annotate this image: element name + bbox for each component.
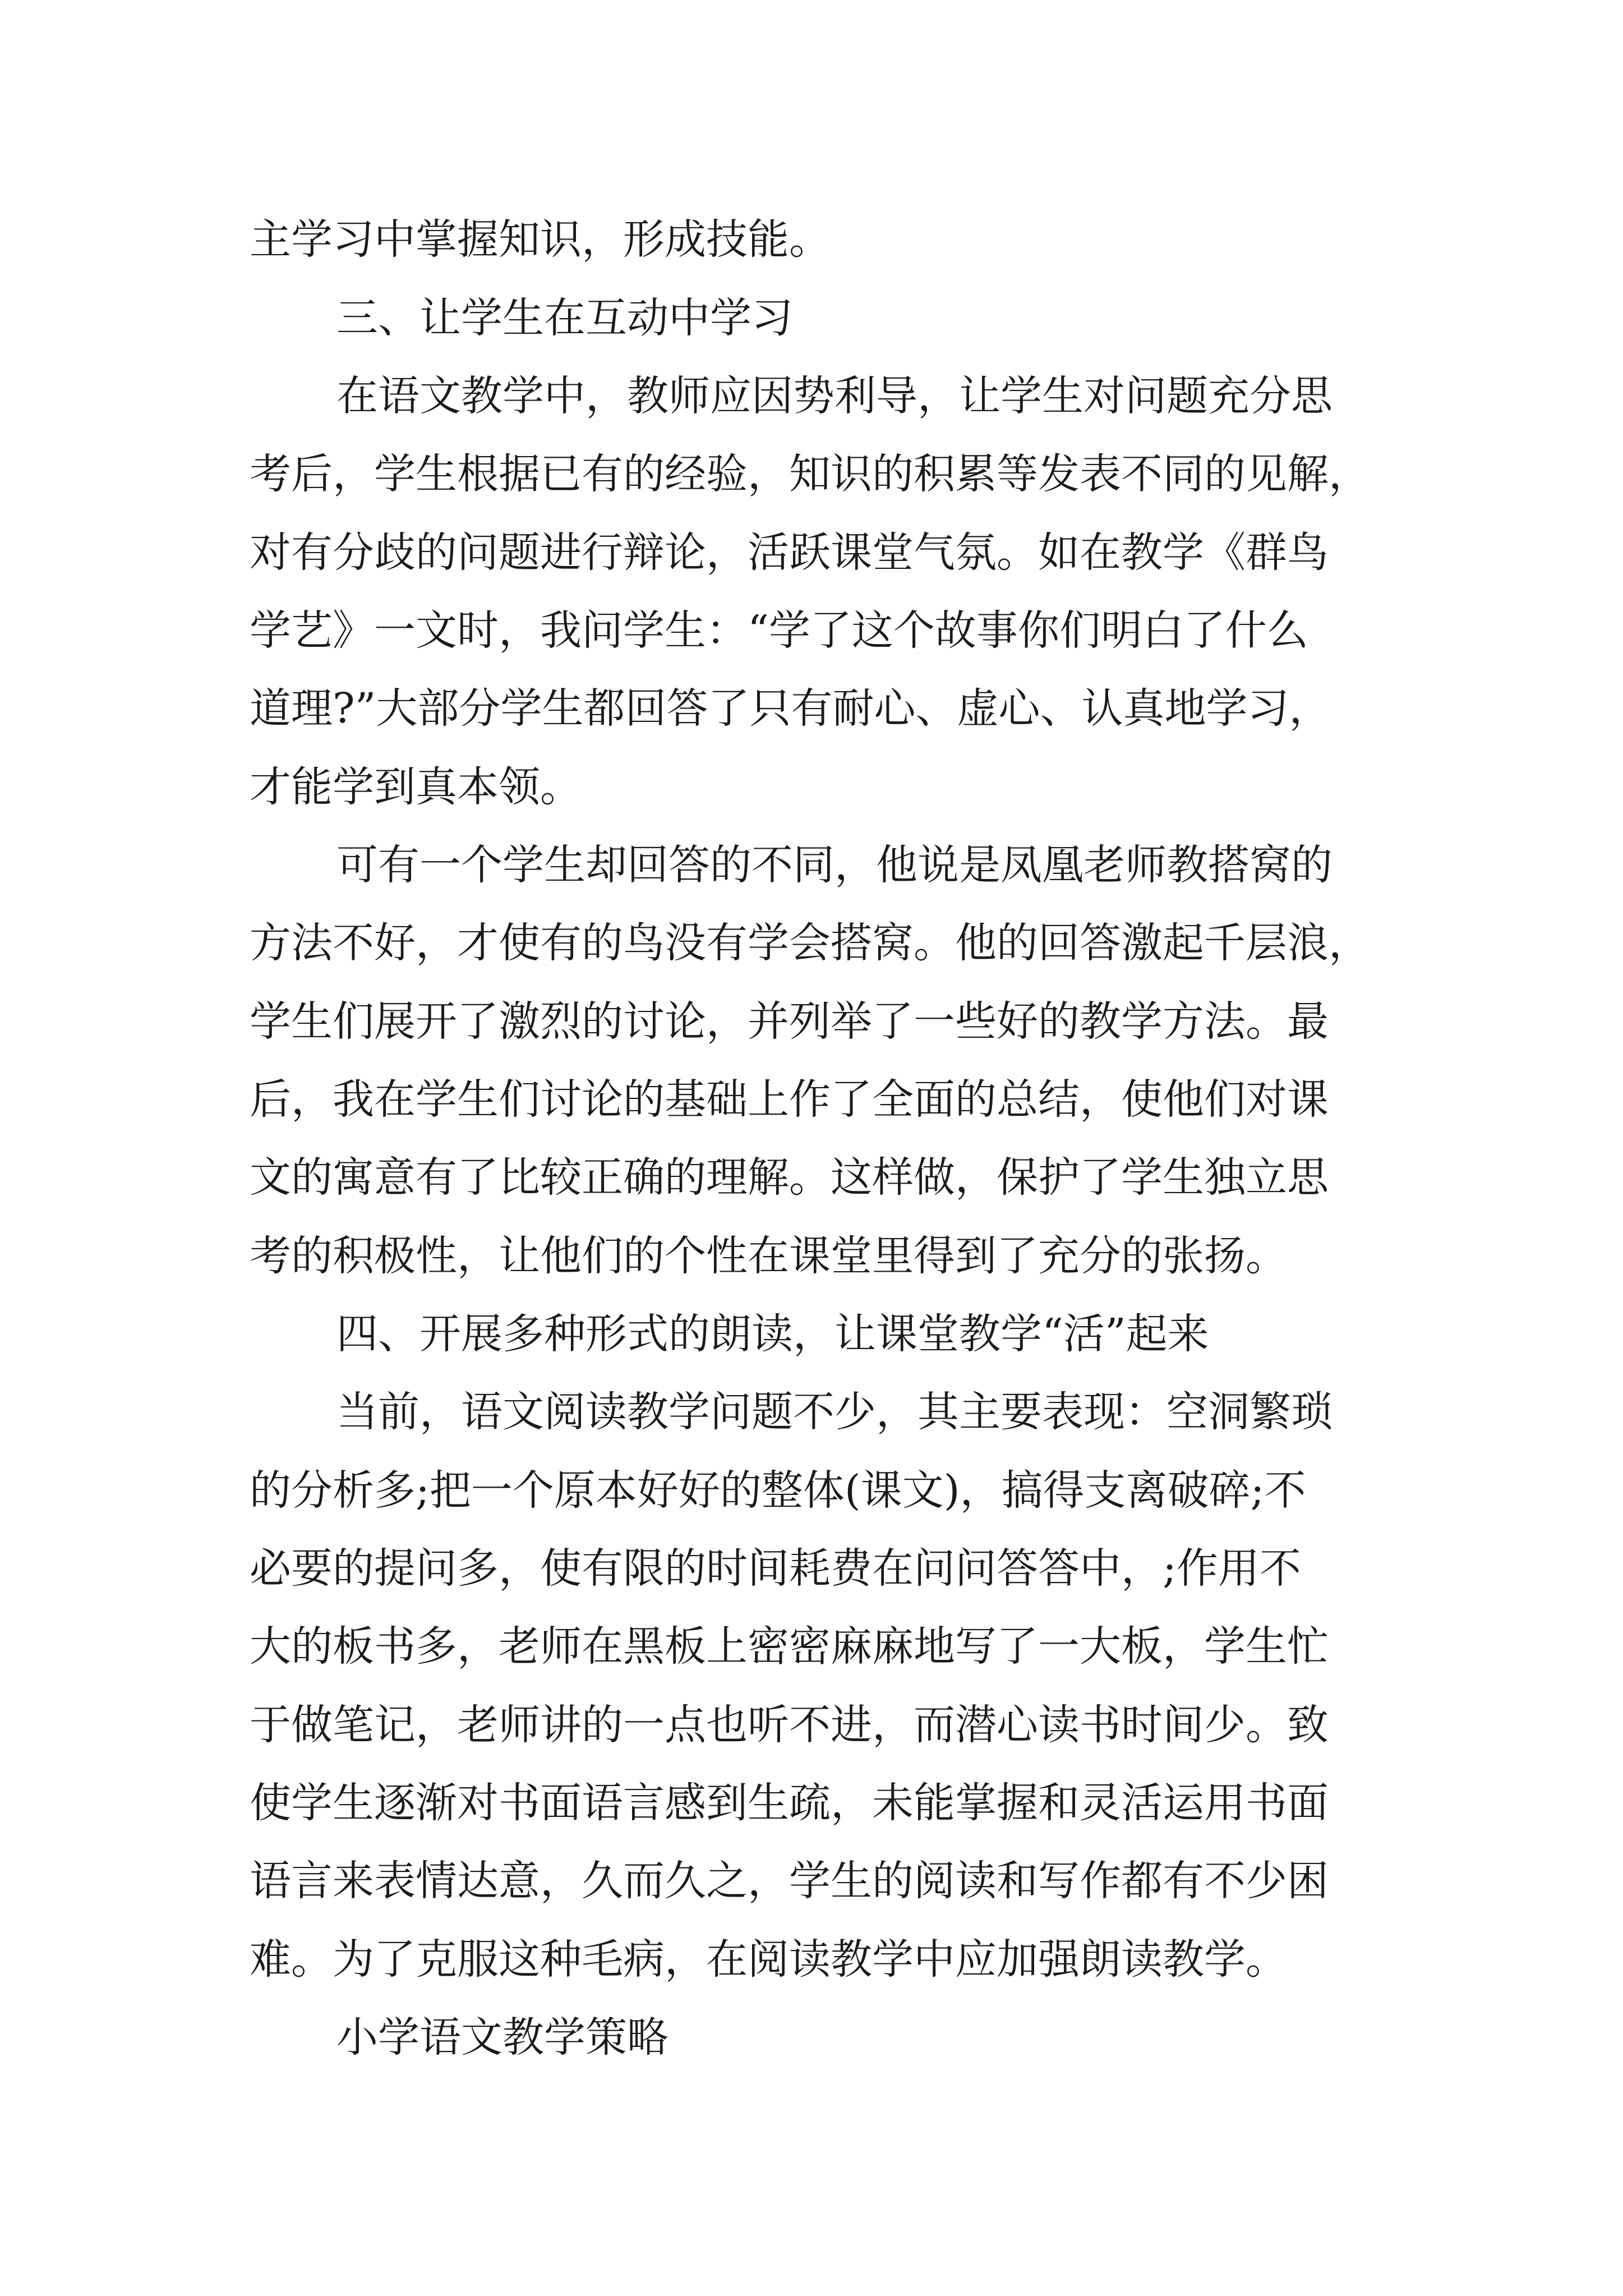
text-line: 学艺》一文时，我问学生：“学了这个故事你们明白了什么	[250, 606, 1308, 655]
section-heading: 三、让学生在互动中学习	[336, 294, 793, 342]
text-line: 考的积极性，让他们的个性在课堂里得到了充分的张扬。	[250, 1232, 1287, 1280]
text-line: 的分析多;把一个原本好好的整体(课文)，搞得支离破碎;不	[250, 1466, 1306, 1515]
text-line: 于做笔记，老师讲的一点也听不进，而潜心读书时间少。致	[250, 1701, 1329, 1749]
text-line: 在语文教学中，教师应因势利导，让学生对问题充分思	[336, 372, 1332, 420]
section-heading: 小学语文教学策略	[336, 2013, 668, 2062]
text-line: 使学生逐渐对书面语言感到生疏，未能掌握和灵活运用书面	[250, 1779, 1329, 1827]
text-line: 对有分歧的问题进行辩论，活跃课堂气氛。如在教学《群鸟	[250, 528, 1329, 577]
text-line: 可有一个学生却回答的不同，他说是凤凰老师教搭窝的	[336, 841, 1332, 889]
text-line: 语言来表情达意，久而久之，学生的阅读和写作都有不少困	[250, 1857, 1329, 1905]
text-line: 方法不好，才使有的鸟没有学会搭窝。他的回答激起千层浪，	[250, 919, 1370, 967]
text-line: 必要的提问多，使有限的时间耗费在问问答答中，;作用不	[250, 1544, 1301, 1593]
text-line: 当前，语文阅读教学问题不少，其主要表现：空洞繁琐	[336, 1388, 1332, 1436]
text-line: 学生们展开了激烈的讨论，并列举了一些好的教学方法。最	[250, 997, 1329, 1046]
text-line: 考后，学生根据已有的经验，知识的积累等发表不同的见解，	[250, 450, 1370, 498]
text-line: 难。为了克服这种毛病，在阅读教学中应加强朗读教学。	[250, 1935, 1287, 1984]
text-line: 才能学到真本领。	[250, 763, 582, 811]
section-heading: 四、开展多种形式的朗读，让课堂教学“活”起来	[336, 1310, 1209, 1358]
text-line: 大的板书多，老师在黑板上密密麻麻地写了一大板，学生忙	[250, 1622, 1329, 1671]
text-line: 后，我在学生们讨论的基础上作了全面的总结，使他们对课	[250, 1075, 1329, 1124]
text-line: 主学习中掌握知识，形成技能。	[250, 215, 831, 264]
text-line: 道理?”大部分学生都回答了只有耐心、虚心、认真地学习，	[250, 684, 1331, 733]
text-line: 文的寓意有了比较正确的理解。这样做，保护了学生独立思	[250, 1153, 1329, 1202]
